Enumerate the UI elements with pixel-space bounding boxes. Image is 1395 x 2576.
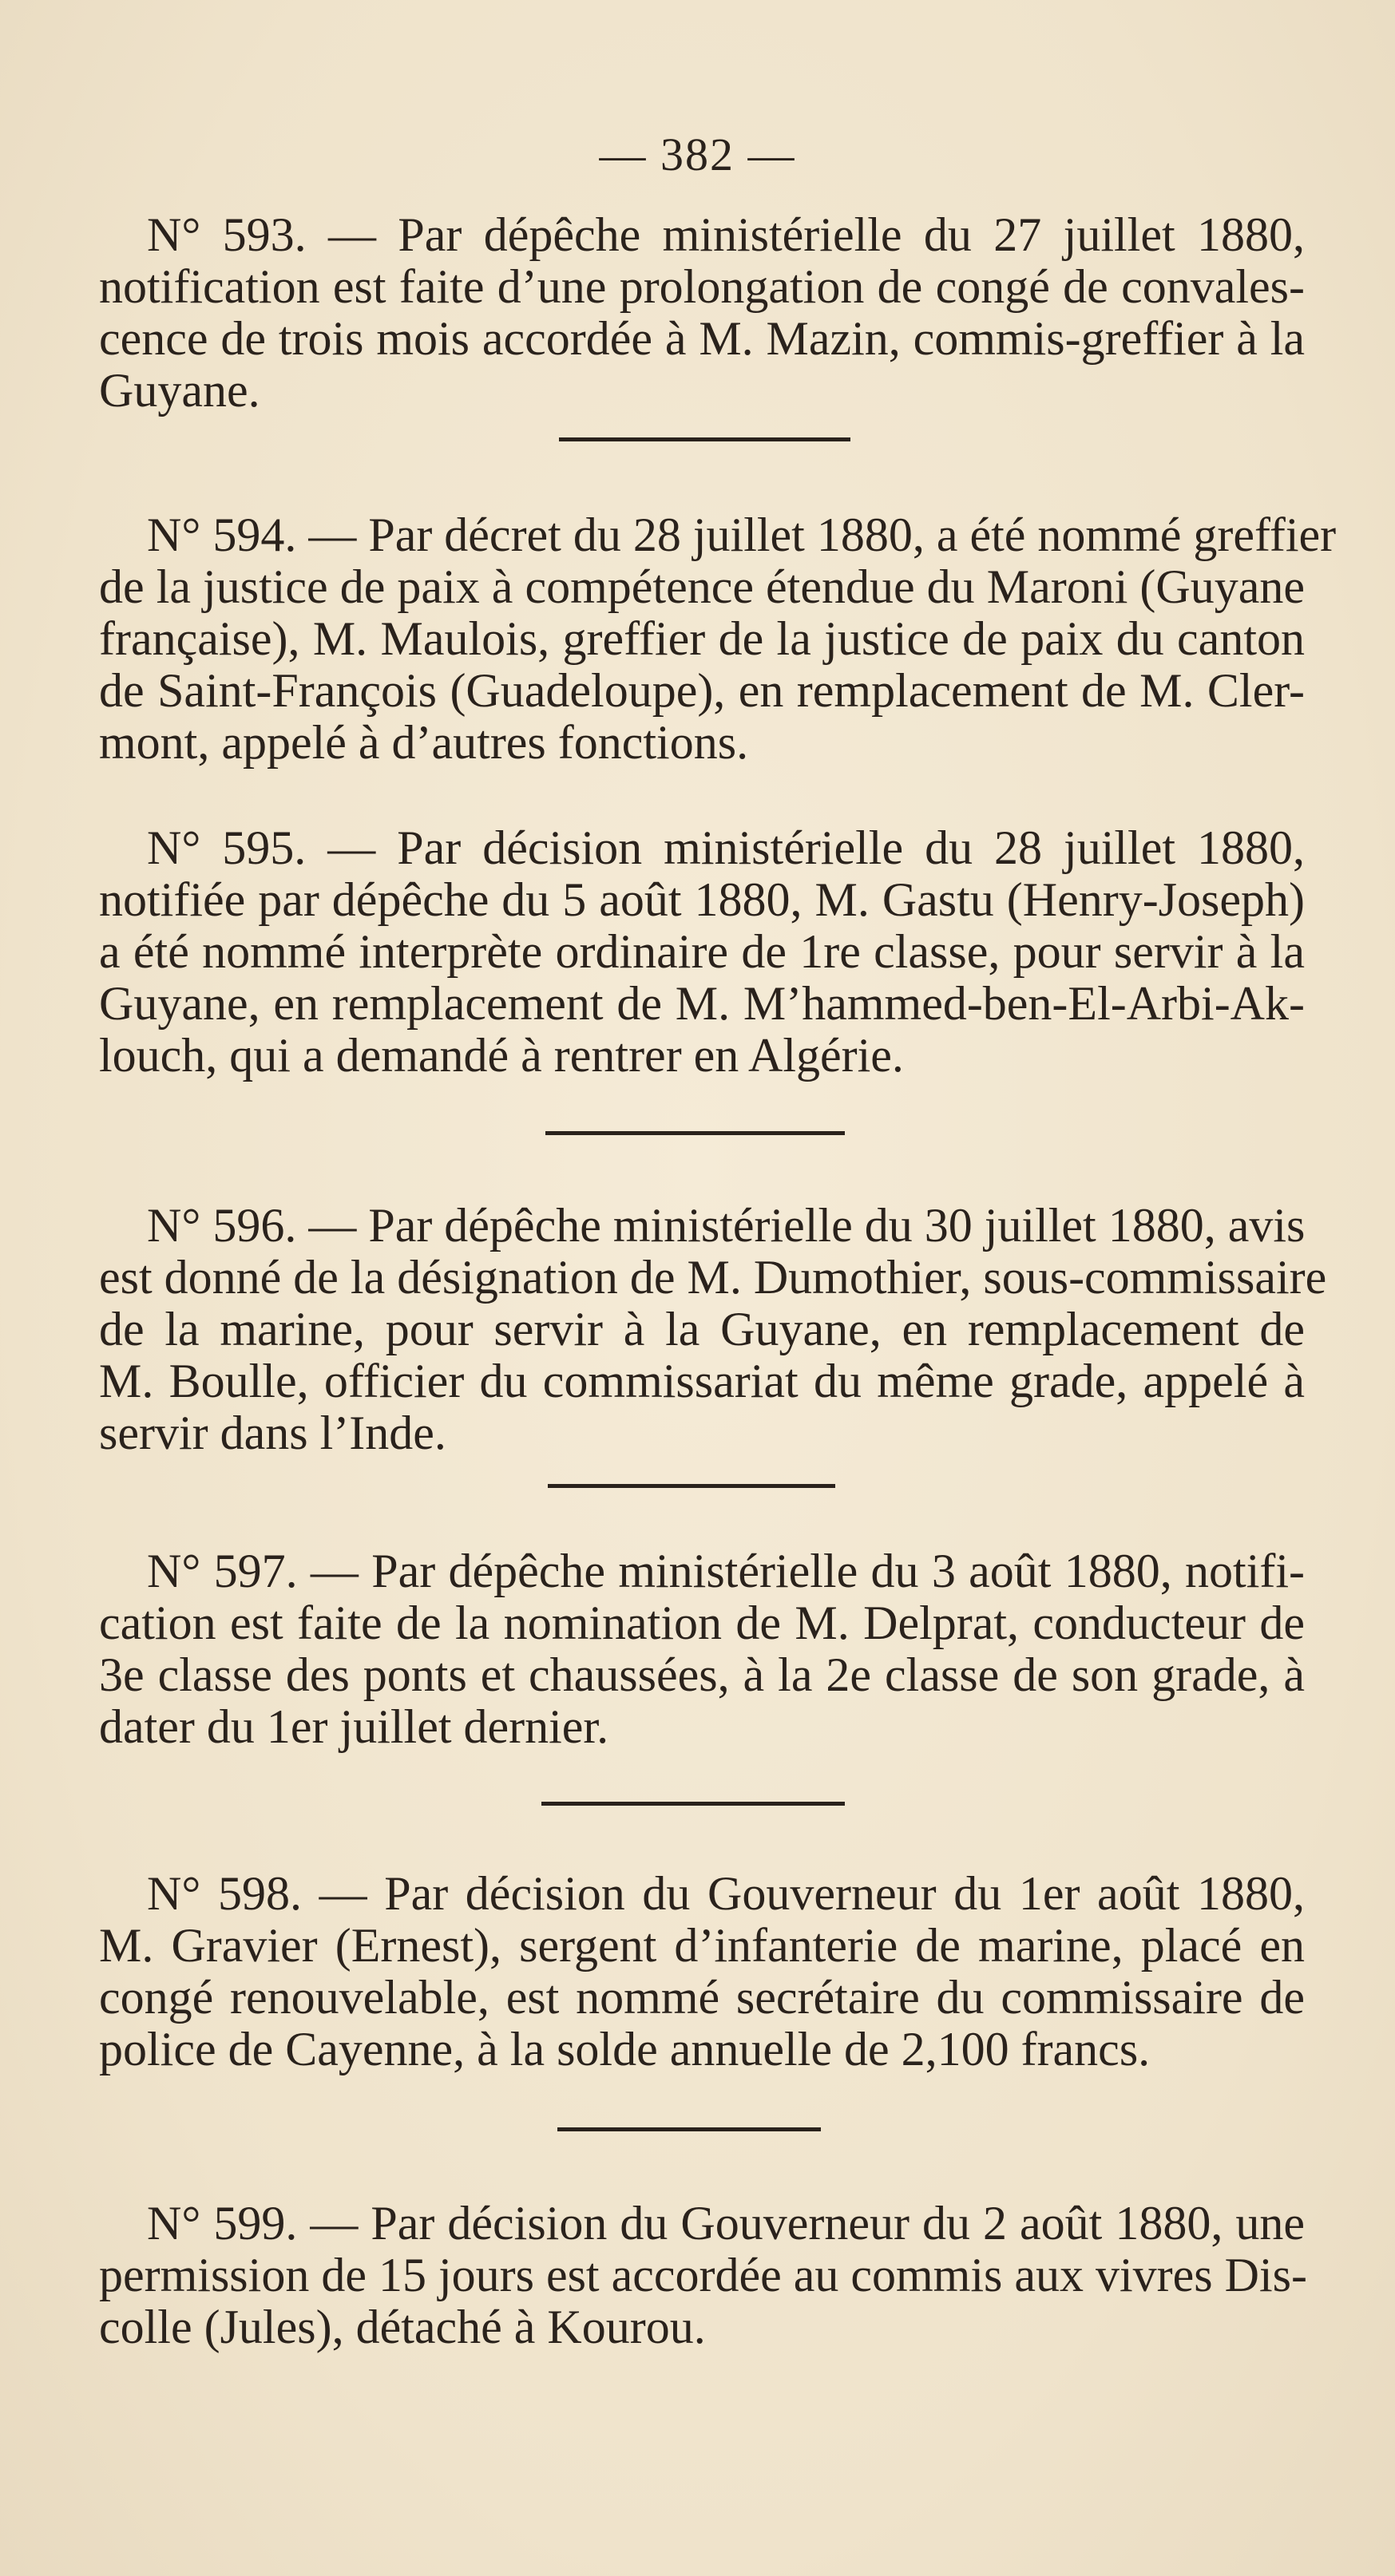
entry-line: notifiée par dépêche du 5 août 1880, M. Gastu (Henry-Joseph): [99, 873, 1305, 926]
entry-line: police de Cayenne, à la solde annuelle de 2,100 francs.: [99, 2023, 1151, 2075]
entry-line: N° 599. — Par décision du Gouverneur du 2 août 1880, une: [147, 2197, 1305, 2250]
entry-line: N° 595. — Par décision ministérielle du 28 juillet 1880,: [147, 821, 1305, 874]
entry-line: de la marine, pour servir à la Guyane, en remplacement de: [99, 1303, 1305, 1355]
separator-rule: [545, 1131, 845, 1135]
entry-line: N° 598. — Par décision du Gouverneur du 1er août 1880,: [147, 1867, 1305, 1920]
page-number: — 382 —: [599, 129, 796, 180]
entry-line: Guyane.: [99, 364, 260, 417]
separator-rule: [548, 1484, 835, 1488]
entry-598: [99, 1868, 1305, 2075]
entry-line: cence de trois mois accordée à M. Mazin, commis-greffier à la: [99, 312, 1305, 365]
entry-line: dater du 1er juillet dernier.: [99, 1700, 609, 1753]
entry-line: congé renouvelable, est nommé secrétaire du commissaire de: [99, 1971, 1305, 2024]
separator-rule: [559, 437, 850, 441]
entry-line: N° 596. — Par dépêche ministérielle du 30 juillet 1880, avis: [147, 1199, 1306, 1252]
entry-593: [99, 209, 1305, 417]
entry-line: N° 593. — Par dépêche ministérielle du 27 juillet 1880,: [147, 208, 1305, 261]
entry-line: M. Boulle, officier du commissariat du même grade, appelé à: [99, 1355, 1305, 1407]
entry-line: servir dans l’Inde.: [99, 1407, 446, 1459]
entry-line: a été nommé interprète ordinaire de 1re classe, pour servir à la: [99, 925, 1305, 978]
entry-line: colle (Jules), détaché à Kourou.: [99, 2301, 706, 2353]
entry-line: permission de 15 jours est accordée au commis aux vivres Dis-: [99, 2249, 1307, 2301]
entry-line: notification est faite d’une prolongation de congé de convales-: [99, 260, 1305, 313]
entry-595: [99, 822, 1305, 1082]
entry-line: N° 594. — Par décret du 28 juillet 1880, a été nommé greffier: [147, 508, 1337, 561]
entry-line: française), M. Maulois, greffier de la justice de paix du canton: [99, 612, 1305, 665]
separator-rule: [541, 1802, 845, 1806]
entry-line: est donné de la désignation de M. Dumothier, sous-commissaire: [99, 1251, 1327, 1304]
entry-line: 3e classe des ponts et chaussées, à la 2e classe de son grade, à: [99, 1648, 1305, 1701]
entry-line: Guyane, en remplacement de M. M’hammed-ben-El-Arbi-Ak-: [99, 977, 1305, 1030]
entry-line: de la justice de paix à compétence étendue du Maroni (Guyane: [99, 560, 1305, 613]
entry-line: louch, qui a demandé à rentrer en Algérie.: [99, 1029, 904, 1082]
entry-599: [99, 2198, 1305, 2353]
entry-596: [99, 1199, 1327, 1459]
separator-rule: [557, 2127, 821, 2131]
entry-597: [99, 1545, 1305, 1753]
entry-line: N° 597. — Par dépêche ministérielle du 3 août 1880, notifi-: [147, 1545, 1305, 1597]
entry-line: mont, appelé à d’autres fonctions.: [99, 716, 749, 769]
entry-line: de Saint-François (Guadeloupe), en remplacement de M. Cler-: [99, 664, 1305, 717]
entry-line: M. Gravier (Ernest), sergent d’infanterie de marine, placé en: [99, 1919, 1305, 1972]
entry-594: [99, 508, 1337, 769]
entry-line: cation est faite de la nomination de M. Delprat, conducteur de: [99, 1597, 1305, 1649]
